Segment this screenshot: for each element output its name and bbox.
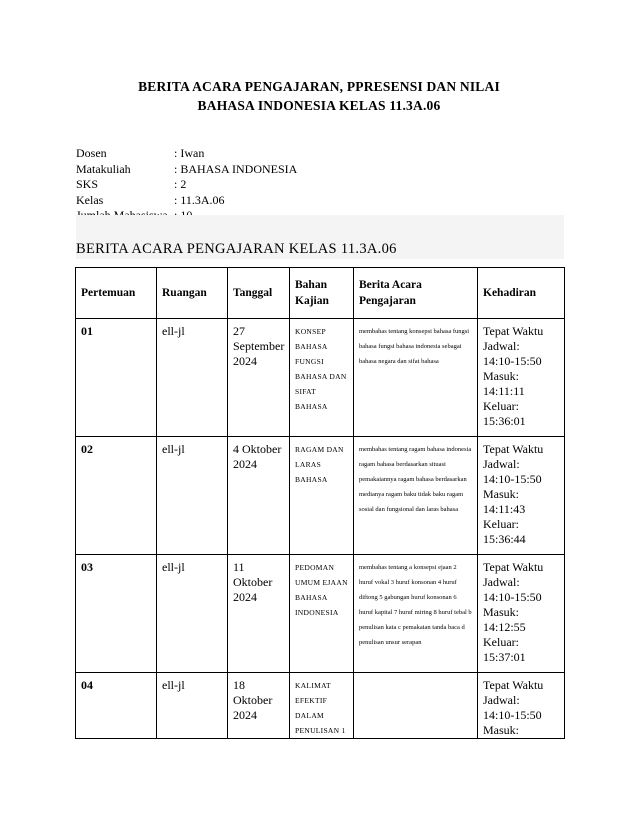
table-row <box>76 437 565 555</box>
kehadiran-line: 15:36:44 <box>483 532 526 546</box>
cell-bahan-kajian: KALIMAT EFEKTIF DALAM PENULISAN 1 <box>290 673 354 739</box>
info-label: SKS <box>76 177 99 191</box>
section-title: BERITA ACARA PENGAJARAN KELAS 11.3A.06 <box>76 241 397 257</box>
cell-bahan-kajian: PEDOMAN UMUM EJAAN BAHASA INDONESIA <box>290 555 354 673</box>
course-info <box>76 146 297 224</box>
kehadiran-line: Masuk: <box>483 723 519 737</box>
attendance-table <box>75 267 565 739</box>
table-row <box>76 555 565 673</box>
cell-tanggal: 4 Oktober 2024 <box>228 437 290 555</box>
cell-kehadiran <box>478 555 565 673</box>
cell-pertemuan: 01 <box>76 319 157 437</box>
table-row <box>76 319 565 437</box>
cell-tanggal: 11 Oktober 2024 <box>228 555 290 673</box>
kehadiran-line: Keluar: <box>483 399 519 413</box>
document-title-line2: BAHASA INDONESIA KELAS 11.3A.06 <box>197 98 441 113</box>
header-pertemuan: Pertemuan <box>76 268 157 319</box>
cell-bahan-kajian: KONSEP BAHASA FUNGSI BAHASA DAN SIFAT BAHASA <box>290 319 354 437</box>
kehadiran-line: 14:10-15:50 <box>483 708 542 722</box>
kehadiran-line: Tepat Waktu <box>483 560 544 574</box>
info-row-sks <box>76 177 297 193</box>
info-row-kelas <box>76 193 297 209</box>
kehadiran-line: 15:37:01 <box>483 650 526 664</box>
kehadiran-line: 14:10-15:50 <box>483 354 542 368</box>
info-value: : BAHASA INDONESIA <box>174 161 298 176</box>
kehadiran-line: Tepat Waktu <box>483 324 544 338</box>
kehadiran-line: Jadwal: <box>483 457 520 471</box>
document-title-line1: BERITA ACARA PENGAJARAN, PPRESENSI DAN NILAI <box>138 79 500 94</box>
kehadiran-line: Tepat Waktu <box>483 678 544 692</box>
info-label: Dosen <box>76 146 107 160</box>
kehadiran-line: 14:11:43 <box>483 502 526 516</box>
cell-ruangan: ell-jl <box>157 673 228 739</box>
header-berita-acara: Berita Acara Pengajaran <box>354 268 478 319</box>
table-header-row <box>76 268 565 319</box>
kehadiran-line: Masuk: <box>483 487 519 501</box>
cell-kehadiran <box>478 319 565 437</box>
header-bahan-kajian: Bahan Kajian <box>290 268 354 319</box>
cell-kehadiran <box>478 673 565 739</box>
cell-kehadiran <box>478 437 565 555</box>
table-row <box>76 673 565 739</box>
kehadiran-line: 14:12:55 <box>483 620 526 634</box>
cell-pertemuan: 02 <box>76 437 157 555</box>
kehadiran-line: Jadwal: <box>483 575 520 589</box>
cell-berita-acara <box>354 673 478 739</box>
kehadiran-line: Masuk: <box>483 605 519 619</box>
cell-bahan-kajian: RAGAM DAN LARAS BAHASA <box>290 437 354 555</box>
kehadiran-line: 14:10-15:50 <box>483 590 542 604</box>
kehadiran-line: Jadwal: <box>483 693 520 707</box>
kehadiran-line: Jadwal: <box>483 339 520 353</box>
kehadiran-line: Keluar: <box>483 635 519 649</box>
info-label: Kelas <box>76 192 104 207</box>
header-kehadiran: Kehadiran <box>478 268 565 319</box>
header-ruangan: Ruangan <box>157 268 228 319</box>
cell-berita-acara: membahas tentang konsepsi bahasa fungsi bahasa fungsi bahasa indonesia sebagai bahasa negara dan sifat bahasa <box>354 319 478 437</box>
info-value: : Iwan <box>174 146 205 160</box>
header-tanggal: Tanggal <box>228 268 290 319</box>
cell-berita-acara: membahas tentang a konsepsi ejaan 2 huruf vokal 3 huruf konsonan 4 huruf diftong 5 gabungan huruf konsonan 6 huruf kapital 7 huruf miring 8 huruf tebal b penulisan kata c pemakaian tanda baca d penulisan unsur serapan <box>354 555 478 673</box>
cell-berita-acara: membahas tentang ragam bahasa indonesia ragam bahasa berdasarkan situasi pemakaiannya ragam bahasa berdasarkan medianya ragam baku tidak baku ragam sosial dan fungsional dan laras bahasa <box>354 437 478 555</box>
info-label: Matakuliah <box>76 161 131 176</box>
kehadiran-line: 14:11:11 <box>483 384 525 398</box>
cell-tanggal: 18 Oktober 2024 <box>228 673 290 739</box>
kehadiran-line: Masuk: <box>483 369 519 383</box>
info-value: : 2 <box>174 177 187 191</box>
kehadiran-line: 15:36:01 <box>483 414 526 428</box>
kehadiran-line: 14:10-15:50 <box>483 472 542 486</box>
info-row-dosen <box>76 146 297 162</box>
kehadiran-line: Keluar: <box>483 517 519 531</box>
cell-pertemuan: 04 <box>76 673 157 739</box>
cell-ruangan: ell-jl <box>157 555 228 673</box>
info-value: : 11.3A.06 <box>174 192 225 207</box>
cell-ruangan: ell-jl <box>157 319 228 437</box>
cell-ruangan: ell-jl <box>157 437 228 555</box>
cell-pertemuan: 03 <box>76 555 157 673</box>
kehadiran-line: Tepat Waktu <box>483 442 544 456</box>
info-row-matakuliah <box>76 162 297 178</box>
cell-tanggal: 27 September 2024 <box>228 319 290 437</box>
